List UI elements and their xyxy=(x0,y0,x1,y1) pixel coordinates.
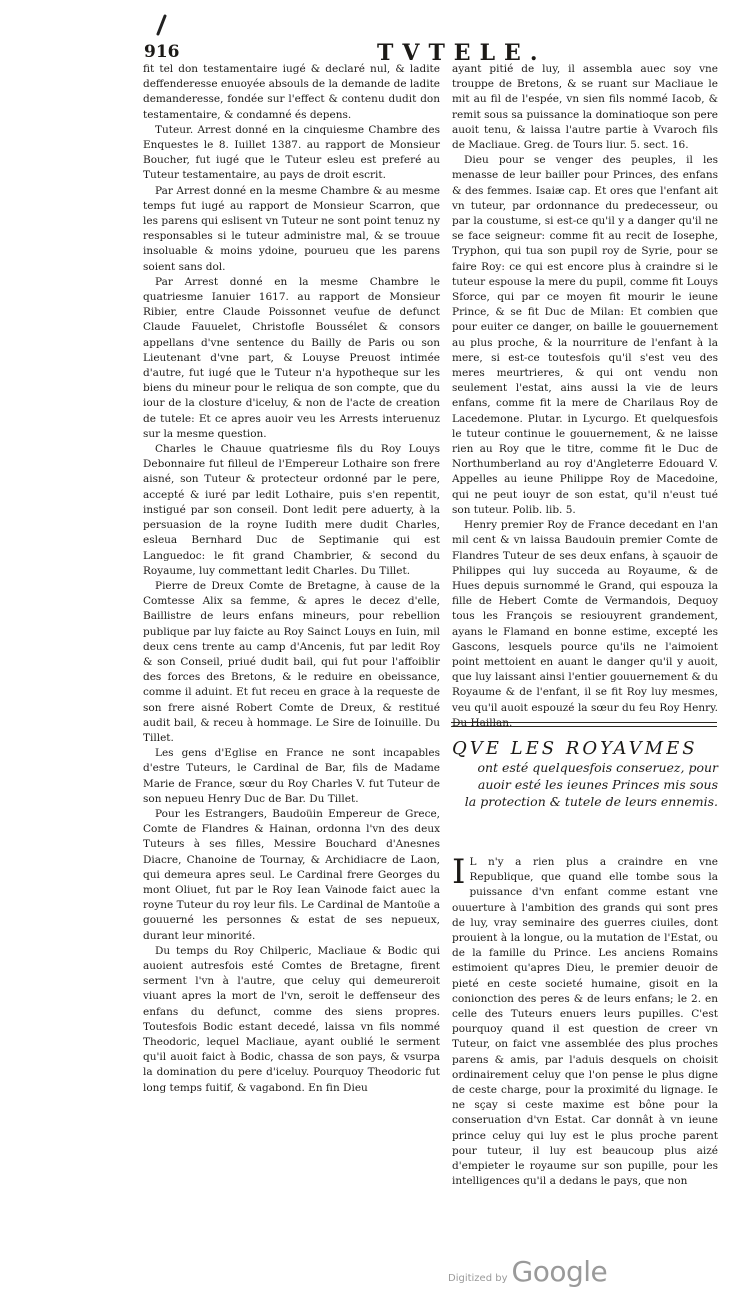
paragraph: ayant pitié de luy, il assembla auec soy vne trouppe de Bretons, & se ruant sur Macliaue le mit au fil de l'espée, vn sien fils nommé Iacob, & remit sous sa puissance la dominatioque son pere auoit tenu, & laissa l'autre partie à Vvaroch fils de Macliaue. Greg. de Tours liur. 5. sect. 16. xyxy=(452,63,718,152)
right-column-bottom xyxy=(452,852,718,1189)
section-heading-rest: ont esté quelquesfois conseruez, pour auoir esté les ieunes Princes mis sous la protection & tutele de leurs ennemis. xyxy=(464,760,718,809)
paragraph: Henry premier Roy de France decedant en l'an mil cent & vn laissa Baudouin premier Comte de Flandres Tuteur de ses deux enfans, à sçauoir de Philippes qui luy succeda au Royaume, & de Hues depuis surnommé le Grand, qui espouza la fille de Hebert Comte de Vermandois, Dequoy tous les François se resiouyrent grandement, ayans le Flamand en bonne estime, excepté les Gascons, lesquels pource qu'ils ne l'aimoient point mettoient en auant le danger qu'il y auoit, que luy laissant ainsi l'entier gouuernement & du Royaume & de l'enfant, il se fit Roy luy mesmes, veu qu'il auoit espouzé la sœur du feu Roy Henry. Du Haillan. xyxy=(452,519,718,729)
paragraph: Dieu pour se venger des peuples, il les menasse de leur bailler pour Princes, des enfans & des femmes. Isaiæ cap. Et ores que l'enfant ait vn tuteur, par ordonnance du predecesseur, ou par la coustume, si est-ce qu'il y a danger qu'il ne se face seigneur: comme fit au recit de Iosephe, Tryphon, qui tua son pupil roy de Syrie, pour se faire Roy: ce qui est encore plus à craindre si le tuteur espouse la mere du pupil, comme fit Louys Sforce, qui par ce moyen fit mourir le ieune Prince, & se fit Duc de Milan: Et combien que pour euiter ce danger, on baille le gouuernement au plus proche, & la nourriture de l'enfant à la mere, si est-ce toutesfois qu'il s'est veu des meres meurtrieres, & qui ont vendu non seulement l'estat, ains aussi la vie de leurs enfans, comme fit la mere de Charilaus Roy de Lacedemone. Plutar. in Lycurgo. Et quelquesfois le tuteur continue le gouuernement, & ne laisse rien au Roy que le titre, comme fit le Duc de Northumberland au roy d'Angleterre Edouard V. Appelles au ieune Philippe Roy de Macedoine, qui ne peut iouyr de son estat, qu'il n'eust tué son tuteur. Polib. lib. 5. xyxy=(452,154,718,516)
google-logo: Google xyxy=(511,1255,608,1288)
running-title: TVTELE. xyxy=(377,40,547,66)
paragraph: Pierre de Dreux Comte de Bretagne, à cause de la Comtesse Alix sa femme, & apres le decez d'elle, Baillistre de leurs enfans mineurs, pour rebellion publique par luy faicte au Roy Sainct Louys en Iuin, mil deux cens trente au camp d'Ancenis, fut par ledit Roy & son Conseil, priué dudit bail, qui fut pour l'affoiblir des forces des Bretons, & le reduire en obeissance, comme il aduint. Et fut receu en grace à la requeste de son frere aisné Robert Comte de Dreux, & restitué audit bail, & receu à hommage. Le Sire de Ioinuille. Du Tillet. xyxy=(143,579,440,744)
left-column xyxy=(143,62,440,1096)
section-heading-caps: QVE LES ROYAVMES xyxy=(452,738,698,759)
paragraph: Pour les Estrangers, Baudoüin Empereur de Grece, Comte de Flandres & Hainan, ordonna l'vn des deux Tuteurs à ses filles, Messire Bouchard d'Anesnes Diacre, Chanoine de Tournay, & Archidiacre de Laon, qui demeura apres seul. Le Cardinal frere Georges du mont Oliuet, fut par le Roy Iean Vainode faict auec la royne Tuteur du roy leur fils. Le Cardinal de Mantoüe a gouuerné les personnes & estat de ses nepueux, durant leur minorité. xyxy=(143,807,440,942)
google-watermark xyxy=(448,1255,607,1288)
paragraph: fit tel don testamentaire iugé & declaré nul, & ladite deffenderesse enuoyée absouls de la demande de ladite demanderesse, fondée sur l'effect & contenu dudit don testamentaire, & condamné és depens. xyxy=(143,63,440,121)
paragraph: Par Arrest donné en la mesme Chambre le quatriesme Ianuier 1617. au rapport de Monsieur Ribier, entre Claude Poissonnet veufue de defunct Claude Fauuelet, Christofle Boussélet & consors appellans d'vne sentence du Bailly de Paris ou son Lieutenant d'vne part, & Louyse Preuost intimée d'autre, fut iugé que le Tuteur n'a hypotheque sur les biens du mineur pour le reliqua de son compte, que du iour de la closture d'iceluy, & non de l'acte de creation de tutele: Et ce apres auoir veu les Arrests interuenuz sur la mesme question. xyxy=(143,275,440,440)
paragraph: Charles le Chauue quatriesme fils du Roy Louys Debonnaire fut filleul de l'Empereur Lothaire son frere aisné, son Tuteur & protecteur ordonné par le pere, accepté & iuré par ledit Lothaire, puis s'en repentit, instigué par son conseil. Dont ledit pere aduerty, à la persuasion de la royne Iudith mere dudit Charles, esleua Bernhard Duc de Septimanie qui est Languedoc: le fit grand Chambrier, & second du Royaume, luy commettant ledit Charles. Du Tillet. xyxy=(143,443,440,577)
paragraph: Du temps du Roy Chilperic, Macliaue & Bodic qui auoient autresfois esté Comtes de Bretagne, firent serment l'vn à l'autre, que celuy qui demeureroit viuant apres la mort de l'vn, seroit le deffenseur des enfans du defunct, comme des siens propres. Toutesfois Bodic estant decedé, laissa vn fils nommé Theodoric, lequel Macliaue, ayant oublié le serment qu'il auoit faict à Bodic, chassa de son pays, & vsurpa la domination du pere d'iceluy. Pourquoy Theodoric fut long temps fuitif, & vagabond. En fin Dieu xyxy=(143,944,440,1094)
paragraph: Tuteur. Arrest donné en la cinquiesme Chambre des Enquestes le 8. Iuillet 1387. au rapport de Monsieur Boucher, fut iugé que le Tuteur esleu est preferé au Tuteur testamentaire, au pays de droit escrit. xyxy=(143,123,440,182)
ink-mark xyxy=(152,14,170,38)
right-column-top xyxy=(452,62,718,731)
section-heading xyxy=(452,738,718,810)
paragraph: Par Arrest donné en la mesme Chambre & au mesme temps fut iugé au rapport de Monsieur Scarron, que les parens qui eslisent vn Tuteur ne sont point tenuz ny responsables si le tuteur administre mal, & se trouue insoluable & moins ydoine, pourueu que les parens soient sans dol. xyxy=(143,184,440,273)
page-number: 916 xyxy=(144,42,180,62)
paragraph xyxy=(452,852,718,1189)
section-divider xyxy=(451,722,717,727)
paragraph-text: L n'y a rien plus a craindre en vne Republique, que quand elle tombe sous la puissance d'vn enfant comme estant vne ouuerture à l'ambition des grands qui sont pres de luy, vray seminaire des guerres ciuiles, dont prouient à la longue, ou la mutation de l'Estat, ou de la famille du Prince. Les anciens Romains estimoient qu'apres Dieu, le premier deuoir de pieté en ceste societé humaine, gisoit en la conionction des peres & de leurs enfans; le 2. en celle des Tuteurs enuers leurs pupilles. C'est pourquoy quand il est question de creer vn Tuteur, on faict vne assemblée des plus proches parens & amis, par l'aduis desquels on choisit ordinairement celuy que l'on pense le plus digne de ceste charge, pour la proximité du lignage. Ie ne sçay si ceste maxime est bône pour la conseruation d'vn Estat. Car donnât à vn ieune prince celuy qui luy est le plus proche parent pour tuteur, il luy est beaucoup plus aizé d'empieter le royaume sur son pupille, pour les intelligences qu'il a dedans le pays, que non xyxy=(452,856,718,1188)
drop-cap: I xyxy=(452,852,466,892)
watermark-prefix: Digitized by xyxy=(448,1273,508,1284)
paragraph: Les gens d'Eglise en France ne sont incapables d'estre Tuteurs, le Cardinal de Bar, fils de Madame Marie de France, sœur du Roy Charles V. fut Tuteur de son nepueu Henry Duc de Bar. Du Tillet. xyxy=(143,747,440,805)
